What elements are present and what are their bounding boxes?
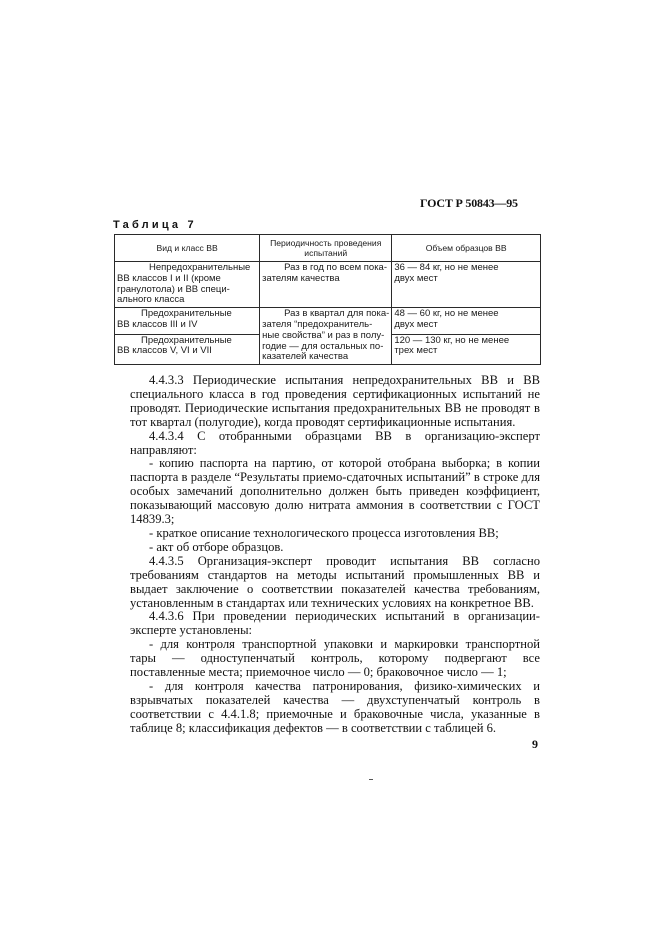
column-header-volume: Объем образцов ВВ xyxy=(392,235,541,262)
list-item: - краткое описание технологического процесса изготовления ВВ; xyxy=(149,525,499,540)
table-7 xyxy=(114,234,541,365)
page-number: 9 xyxy=(532,737,538,751)
column-header-periodicity: Периодичность проведения испытаний xyxy=(260,235,392,262)
paragraph-4-4-3-6: 4.4.3.6 При проведении периодических испытаний в организации-эксперте установлены: xyxy=(130,609,540,638)
table-row xyxy=(115,308,541,334)
cell-periodicity: Раз в квартал для пока- зателя “предохранитель- ные свойства” и раз в полу- годие — для остальных по- казателей качества xyxy=(260,308,392,365)
cell-volume: 120 — 130 кг, но не менее трех мест xyxy=(392,334,541,365)
cell-periodicity: Раз в год по всем пока- зателям качества xyxy=(260,262,392,308)
document-code: ГОСТ Р 50843—95 xyxy=(420,196,518,210)
list-item: - копию паспорта на партию, от которой отобрана выборка; в копии паспорта в разделе “Результаты приемо-сдаточных испытаний” в строке для особых замечаний дополнительно должен быть приведен коэффициент, показывающий массовую долю нитрата аммония в соответствии с ГОСТ 14839.3; xyxy=(130,456,540,527)
cell-type: Предохранительные ВВ классов III и IV xyxy=(115,308,260,334)
list-item: - для контроля качества патронирования, физико-химических и взрывчатых показателей качества — двухступенчатый контроль в соответствии с 4.4.1.8; приемочные и браковочные числа, указанные в таблице 8; классификация дефектов — в соответствии с таблицей 6. xyxy=(130,678,540,735)
paragraph-4-4-3-4: 4.4.3.4 С отобранными образцами ВВ в организацию-эксперт направляют: xyxy=(130,428,540,457)
table-header-row xyxy=(115,235,541,262)
cell-type: Предохранительные ВВ классов V, VI и VII xyxy=(115,334,260,365)
list-item: - акт об отборе образцов. xyxy=(149,539,284,554)
scan-artifact xyxy=(369,779,373,780)
paragraph-4-4-3-5: 4.4.3.5 Организация-эксперт проводит испытания ВВ согласно требованиям стандартов на методы испытаний промышленных ВВ и выдает заключение о соответствии показателей качества требованиям, установленным в стандартах или технических условиях на конкретное ВВ. xyxy=(130,553,540,610)
paragraph-4-4-3-3: 4.4.3.3 Периодические испытания непредохранительных ВВ и ВВ специального класса в год проведения сертификационных испытаний не проводят. Периодические испытания предохранительных ВВ не проводят в тот квартал (полугодие), когда проводят сертификационные испытания. xyxy=(130,373,540,429)
cell-volume: 48 — 60 кг, но не менее двух мест xyxy=(392,308,541,334)
list-item: - для контроля транспортной упаковки и маркировки транспортной тары — одноступенчатый контроль, которому подвергают все поставленные места; приемочное число — 0; браковочное число — 1; xyxy=(130,637,540,680)
table-row xyxy=(115,262,541,308)
table-caption: Таблица 7 xyxy=(113,219,197,231)
cell-type: Непредохранительные ВВ классов I и II (кроме гранулотола) и ВВ специ- ального класса xyxy=(115,262,260,308)
column-header-type: Вид и класс ВВ xyxy=(115,235,260,262)
body-text xyxy=(130,374,540,736)
cell-volume: 36 — 84 кг, но не менее двух мест xyxy=(392,262,541,308)
